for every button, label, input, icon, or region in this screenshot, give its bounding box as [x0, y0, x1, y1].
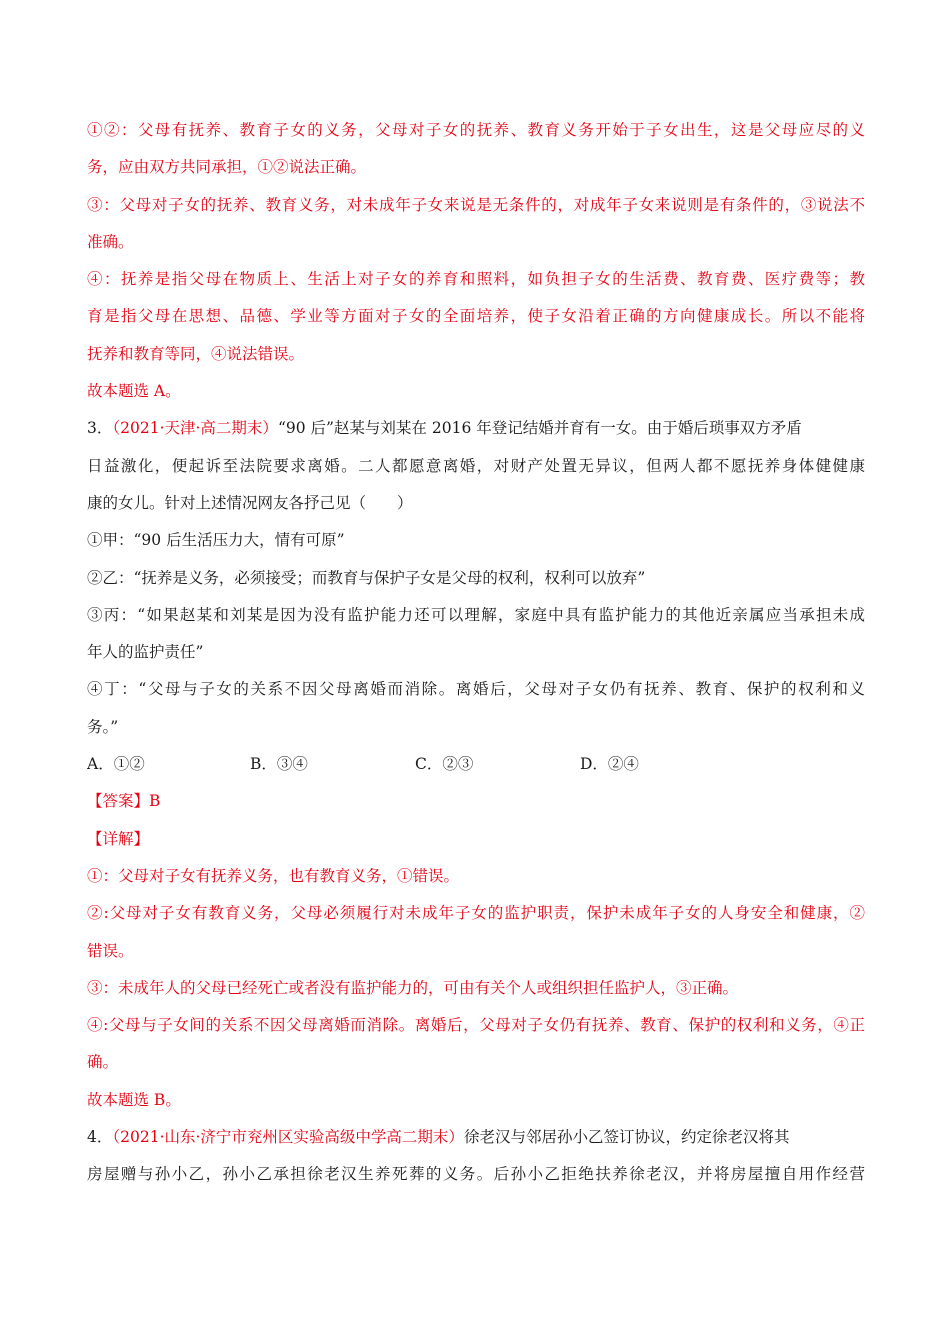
q3-item: 年人的监护责任” [87, 643, 204, 662]
page-content [87, 112, 865, 1194]
q2-conclusion: 故本题选 A。 [87, 382, 181, 401]
q3-explanation-line: 确。 [87, 1053, 119, 1072]
q3-explanation-line: ②:父母对子女有教育义务，父母必须履行对未成年子女的监护职责，保护未成年子女的人身安全和健康，② [87, 904, 865, 923]
q3-explanation-line: ③：未成年人的父母已经死亡或者没有监护能力的，可由有关个人或组织担任监护人，③正确。 [87, 978, 739, 997]
q3-explanation-line: ①：父母对子女有抚养义务，也有教育义务，①错误。 [87, 866, 460, 885]
q3-option-c: C．②③ [415, 755, 474, 774]
q2-explanation-line: 务，应由双方共同承担，①②说法正确。 [87, 158, 367, 177]
q3-number: 3． [87, 419, 113, 438]
q4-number: 4． [87, 1128, 113, 1147]
q2-explanation-line: 准确。 [87, 232, 134, 251]
q3-conclusion: 故本题选 B。 [87, 1090, 181, 1109]
q2-explanation-line: ④：抚养是指父母在物质上、生活上对子女的养育和照料，如负担子女的生活费、教育费、医疗费等；教 [87, 270, 865, 289]
q3-item: ④丁：“父母与子女的关系不因父母离婚而消除。离婚后，父母对子女仍有抚养、教育、保护的权利和义 [87, 680, 865, 699]
q3-item: ①甲：“90 后生活压力大，情有可原” [87, 531, 345, 550]
q3-explanation-line: ④:父母与子女间的关系不因父母离婚而消除。离婚后，父母对子女仍有抚养、教育、保护的权利和义务，④正 [87, 1016, 865, 1035]
q3-detail-heading: 【详解】 [87, 829, 150, 848]
q4-stem-line: 房屋赠与孙小乙，孙小乙承担徐老汉生养死葬的义务。后孙小乙拒绝扶养徐老汉，并将房屋擅自用作经营 [87, 1165, 865, 1184]
q3-stem-line: 日益激化，便起诉至法院要求离婚。二人都愿意离婚，对财产处置无异议，但两人都不愿抚养身体健健康 [87, 456, 865, 475]
q3-option-d: D．②④ [580, 755, 639, 774]
q2-explanation-line: 抚养和教育等同，④说法错误。 [87, 344, 305, 363]
q3-stem-line: 康的女儿。针对上述情况网友各抒己见（ ） [87, 493, 413, 512]
q3-option-b: B．③④ [250, 755, 308, 774]
q4-source: （2021·山东·济宁市兖州区实验高级中学高二期末） [112, 1128, 464, 1147]
q3-item: 务。” [87, 717, 119, 736]
q4-stem-text: 徐老汉与邻居孙小乙签订协议，约定徐老汉将其 [463, 1128, 790, 1147]
q4-stem-line [87, 1119, 865, 1156]
q3-stem-line [87, 410, 865, 447]
q3-option-a: A．①② [87, 755, 145, 774]
q3-explanation-line: 错误。 [87, 941, 134, 960]
q2-explanation-line: 育是指父母在思想、品德、学业等方面对子女的全面培养，使子女沿着正确的方向健康成长。所以不能将 [87, 307, 865, 326]
q3-stem-text: “90 后”赵某与刘某在 2016 年登记结婚并育有一女。由于婚后琐事双方矛盾 [277, 419, 802, 438]
q3-options [87, 746, 865, 783]
q3-source: （2021·天津·高二期末） [112, 419, 278, 438]
q2-explanation-line: ③：父母对子女的抚养、教育义务，对未成年子女来说是无条件的，对成年子女来说则是有条件的，③说法不 [87, 195, 865, 214]
q3-answer: 【答案】B [87, 792, 161, 811]
q3-item: ③丙：“如果赵某和刘某是因为没有监护能力还可以理解，家庭中具有监护能力的其他近亲属应当承担未成 [87, 605, 865, 624]
q2-explanation-line: ①②：父母有抚养、教育子女的义务，父母对子女的抚养、教育义务开始于子女出生，这是父母应尽的义 [87, 121, 865, 139]
q3-item: ②乙：“抚养是义务，必须接受；而教育与保护子女是父母的权利，权利可以放弃” [87, 568, 646, 587]
